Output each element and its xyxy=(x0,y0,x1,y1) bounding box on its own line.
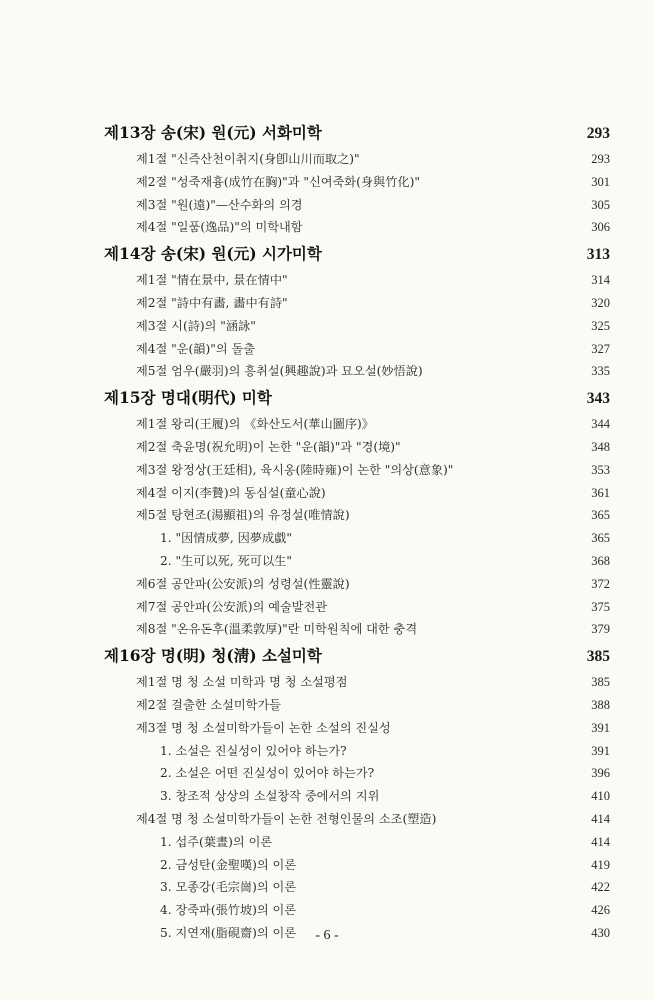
toc-title: 제8절 "온유돈후(溫柔敦厚)"란 미학원칙에 대한 충격 xyxy=(136,622,418,637)
toc-title: 2. "生可以死, 死可以生" xyxy=(160,553,292,568)
toc-subsection xyxy=(0,527,654,550)
toc-section xyxy=(0,694,654,717)
toc-page-number: 305 xyxy=(591,197,610,212)
toc-page-number: 361 xyxy=(591,485,610,500)
toc-title: 제4절 이지(李贄)의 동심설(童心說) xyxy=(136,485,326,500)
page-number-footer: - 6 - xyxy=(315,928,339,943)
toc-page-number: 430 xyxy=(591,925,610,940)
toc-page-number: 365 xyxy=(591,508,610,523)
toc-title: 제3절 시(詩)의 "涵詠" xyxy=(136,318,256,333)
toc-title: 제3절 "원(遠)"—산수화의 의경 xyxy=(136,197,303,212)
toc-section xyxy=(0,482,654,505)
toc-section xyxy=(0,194,654,217)
toc-section xyxy=(0,717,654,740)
toc-page-number: 391 xyxy=(591,720,610,735)
toc-subsection xyxy=(0,740,654,763)
toc-title: 제1절 "신즉산천이취지(身卽山川而取之)" xyxy=(136,152,360,166)
toc-page-number: 306 xyxy=(591,220,610,235)
toc-title: 제1절 왕리(王履)의 《화산도서(華山圖序)》 xyxy=(136,417,374,432)
toc-page-number: 353 xyxy=(591,462,610,477)
toc-title: 제2절 "詩中有畵, 畵中有詩" xyxy=(136,295,288,310)
toc-page-number: 385 xyxy=(586,648,610,666)
toc-title: 4. 장죽파(張竹坡)의 이론 xyxy=(160,903,297,918)
toc-page-number: 385 xyxy=(591,675,610,690)
toc-section xyxy=(0,596,654,619)
toc-section xyxy=(0,413,654,436)
toc-page-number: 422 xyxy=(591,880,610,895)
toc-subsection xyxy=(0,550,654,573)
toc-title: 1. 소설은 진실성이 있어야 하는가? xyxy=(160,743,347,758)
toc-subsection xyxy=(0,899,654,922)
toc-page-number: 293 xyxy=(591,152,610,166)
toc-page-number: 293 xyxy=(586,125,610,142)
toc-title: 제2절 축윤명(祝允明)이 논한 "운(韻)"과 "경(境)" xyxy=(136,439,401,454)
toc-title: 제5절 탕현조(湯顯祖)의 유정설(唯情說) xyxy=(136,508,350,523)
toc-title: 제6절 공안파(公安派)의 성령설(性靈說) xyxy=(136,576,350,591)
toc-page-number: 419 xyxy=(591,857,610,872)
toc-title: 제15장 명대(明代) 미학 xyxy=(104,388,272,408)
toc-page-number: 372 xyxy=(591,576,610,591)
toc-section xyxy=(0,808,654,831)
toc-title: 제7절 공안파(公安派)의 예술발전관 xyxy=(136,599,328,614)
toc-section xyxy=(0,148,654,171)
toc-page-number: 426 xyxy=(591,903,610,918)
toc-page-number: 320 xyxy=(591,295,610,310)
toc-subsection xyxy=(0,876,654,899)
toc-title: 제2절 "성죽재흉(成竹在胸)"과 "신여죽화(身與竹化)" xyxy=(136,174,420,189)
toc-title: 2. 금성탄(金聖嘆)의 이론 xyxy=(160,857,297,872)
toc-page-number: 348 xyxy=(591,439,610,454)
toc-title: 제13장 송(宋) 원(元) 서화미학 xyxy=(104,123,322,142)
toc-title: 제2절 걸출한 소설미학가들 xyxy=(136,697,282,712)
toc-subsection xyxy=(0,785,654,808)
toc-page-number: 368 xyxy=(591,553,610,568)
toc-page-number: 365 xyxy=(591,531,610,546)
toc-page-number: 375 xyxy=(591,599,610,614)
toc-page-number: 379 xyxy=(591,622,610,637)
toc-page-number: 414 xyxy=(591,811,610,826)
toc-title: 2. 소설은 어떤 진실성이 있어야 하는가? xyxy=(160,766,375,781)
toc-section xyxy=(0,360,654,383)
table-of-contents xyxy=(0,118,654,945)
toc-page-number: 327 xyxy=(591,341,610,356)
toc-chapter-13 xyxy=(0,118,654,148)
toc-title: 1. "因情成夢, 因夢成戱" xyxy=(160,531,292,546)
toc-section xyxy=(0,573,654,596)
toc-section xyxy=(0,618,654,641)
toc-title: 제4절 명 청 소설미학가들이 논한 전형인물의 소조(塑造) xyxy=(136,811,437,826)
toc-title: 제4절 "일품(逸品)"의 미학내함 xyxy=(136,220,303,235)
toc-title: 5. 지연재(脂硯齋)의 이론 xyxy=(160,925,297,940)
toc-page-number: 325 xyxy=(591,318,610,333)
toc-chapter-14 xyxy=(0,239,654,269)
toc-title: 제3절 왕정상(王廷相), 육시옹(陸時雍)이 논한 "의상(意象)" xyxy=(136,462,454,477)
toc-section xyxy=(0,171,654,194)
toc-section xyxy=(0,436,654,459)
toc-page-number: 414 xyxy=(591,834,610,849)
toc-title: 3. 모종강(毛宗崗)의 이론 xyxy=(160,880,297,895)
toc-title: 1. 섭주(葉晝)의 이론 xyxy=(160,834,273,849)
toc-section xyxy=(0,216,654,239)
toc-title: 제3절 명 청 소설미학가들이 논한 소설의 진실성 xyxy=(136,720,391,735)
toc-page-number: 388 xyxy=(591,697,610,712)
toc-section xyxy=(0,671,654,694)
toc-section xyxy=(0,269,654,292)
toc-section xyxy=(0,315,654,338)
toc-title: 제14장 송(宋) 원(元) 시가미학 xyxy=(104,244,322,264)
toc-page-number: 301 xyxy=(591,174,610,189)
toc-page-number: 410 xyxy=(591,789,610,804)
toc-title: 3. 창조적 상상의 소설창작 중에서의 지위 xyxy=(160,789,380,804)
toc-title: 제5절 엄우(嚴羽)의 흥취설(興趣說)과 묘오설(妙悟說) xyxy=(136,364,423,379)
toc-subsection xyxy=(0,762,654,785)
toc-page-number: 313 xyxy=(586,246,610,264)
toc-page-number: 391 xyxy=(591,743,610,758)
toc-section xyxy=(0,459,654,482)
toc-page-number: 344 xyxy=(591,417,610,432)
toc-page-number: 343 xyxy=(586,390,610,408)
toc-title: 제4절 "운(韻)"의 돌출 xyxy=(136,341,256,356)
toc-title: 제1절 명 청 소설 미학과 명 청 소설평점 xyxy=(136,675,348,690)
toc-section xyxy=(0,292,654,315)
toc-title: 제16장 명(明) 청(淸) 소설미학 xyxy=(104,646,322,666)
toc-chapter-16 xyxy=(0,641,654,671)
toc-section xyxy=(0,338,654,361)
toc-page-number: 314 xyxy=(591,273,610,288)
toc-page-number: 396 xyxy=(591,766,610,781)
toc-section xyxy=(0,504,654,527)
toc-subsection xyxy=(0,831,654,854)
toc-page-number: 335 xyxy=(591,364,610,379)
toc-chapter-15 xyxy=(0,383,654,413)
toc-title: 제1절 "情在景中, 景在情中" xyxy=(136,273,288,288)
toc-subsection xyxy=(0,854,654,877)
